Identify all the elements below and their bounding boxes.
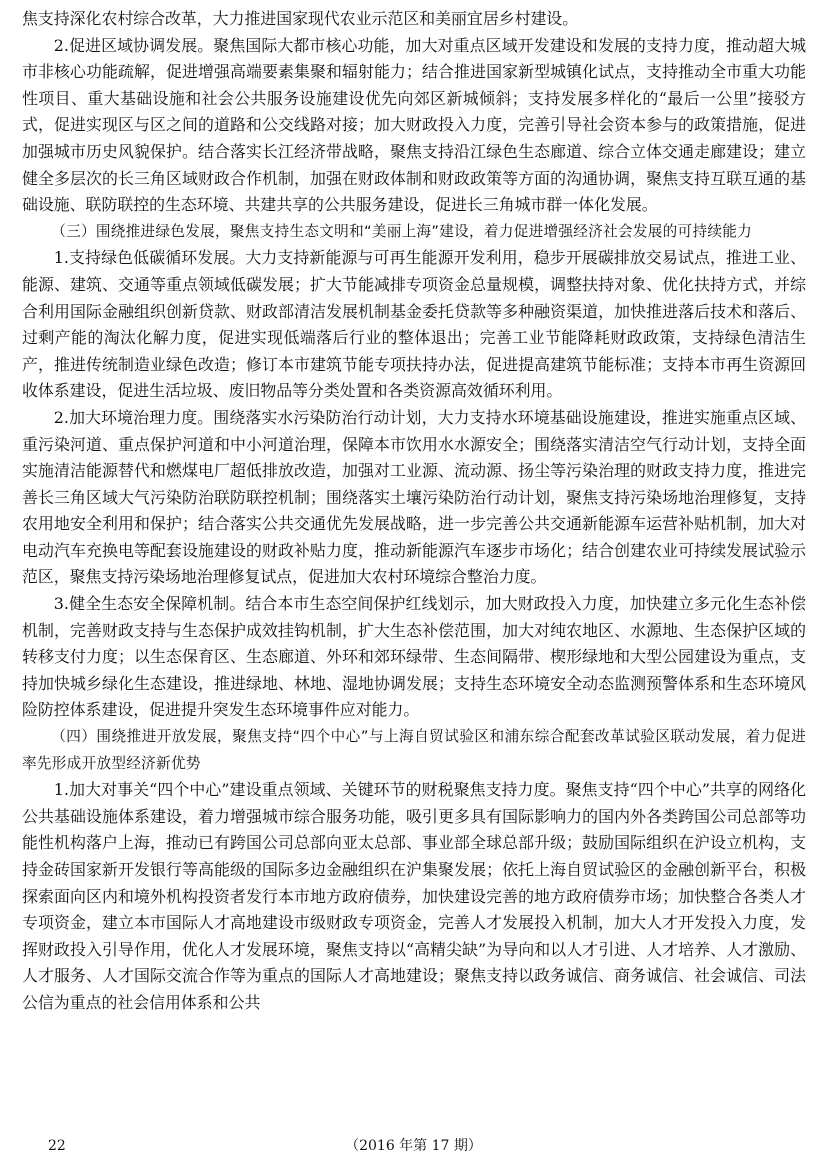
section-heading-open-development: （四）围绕推进开放发展，聚焦支持“四个中心”与上海自贸试验区和浦东综合配套改革试验区联动发展，着力促进率先形成开放型经济新优势 xyxy=(22,728,806,772)
paragraph-continuation: 焦支持深化农村综合改革，大力推进国家现代农业示范区和美丽宜居乡村建设。 xyxy=(22,9,579,28)
paragraph-ecological-security: 3.健全生态安全保障机制。结合本市生态空间保护红线划示，加大财政投入力度，加快建立多元化生态补偿机制，完善财政支持与生态保护成效挂钩机制，扩大生态补偿范围，加大对纯农地区、水源地、生态保护区域的转移支付力度；以生态保育区、生态廊道、外环和郊环绿带、生态间隔带、楔形绿地和大型公园建设为重点，支持加快城乡绿化生态建设，推进绿地、林地、湿地协调发展；支持生态环境安全动态监测预警体系和生态环境风险防控体系建设，促进提升突发生态环境事件应对能力。 xyxy=(22,594,806,720)
page-footer xyxy=(0,1133,827,1159)
issue-label: （2016 年第 17 期） xyxy=(345,1138,482,1154)
document-page xyxy=(22,6,806,1131)
section-heading-green-development: （三）围绕推进绿色发展，聚焦支持生态文明和“美丽上海”建设，着力促进增强经济社会发展的可持续能力 xyxy=(51,222,753,240)
paragraph-environment-governance: 2.加大环境治理力度。围绕落实水污染防治行动计划，大力支持水环境基础设施建设，推进实施重点区域、重污染河道、重点保护河道和中小河道治理，保障本市饮用水水源安全；围绕落实清洁空气行动计划，支持全面实施清洁能源替代和燃煤电厂超低排放改造，加强对工业源、流动源、扬尘等污染治理的财政支持力度，推进完善长三角区域大气污染防治联防联控机制；围绕落实土壤污染防治行动计划，聚焦支持污染场地治理修复，支持农用地安全利用和保护；结合落实公共交通优先发展战略，进一步完善公共交通新能源车运营补贴机制，加大对电动汽车充换电等配套设施建设的财政补贴力度，推动新能源汽车逐步市场化；结合创建农业可持续发展试验示范区，聚焦支持污染场地治理修复试点，促进加大农村环境综合整治力度。 xyxy=(22,407,806,587)
paragraph-regional-development: 2.促进区域协调发展。聚焦国际大都市核心功能，加大对重点区域开发建设和发展的支持力度，推动超大城市非核心功能疏解，促进增强高端要素集聚和辐射能力；结合推进国家新型城镇化试点，支持推动全市重大功能性项目、重大基础设施和社会公共服务设施建设优先向郊区新城倾斜；支持发展多样化的“最后一公里”接驳方式，促进实现区与区之间的道路和公交线路对接；加大财政投入力度，完善引导社会资本参与的政策措施，促进加强城市历史风貌保护。结合落实长江经济带战略，聚焦支持沿江绿色生态廊道、综合立体交通走廊建设；建立健全多层次的长三角区域财政合作机制，加强在财政体制和财政政策等方面的沟通协调，聚焦支持互联互通的基础设施、联防联控的生态环境、共建共享的公共服务建设，促进长三角城市群一体化发展。 xyxy=(22,35,806,215)
paragraph-four-centers: 1.加大对事关“四个中心”建设重点领域、关键环节的财税聚焦支持力度。聚焦支持“四个中心”共享的网络化公共基础设施体系建设，着力增强城市综合服务功能，吸引更多具有国际影响力的国内外各类跨国公司总部等功能性机构落户上海，推动已有跨国公司总部向亚太总部、事业部全球总部升级；鼓励国际组织在沪设立机构，支持金砖国家新开发银行等高能级的国际多边金融组织在沪集聚发展；依托上海自贸试验区的金融创新平台，积极探索面向区内和境外机构投资者发行本市地方政府债券，加快建设完善的地方政府债券市场；加快整合各类人才专项资金，建立本市国际人才高地建设市级财政专项资金，完善人才发展投入机制，加大人才开发投入力度，发挥财政投入引导作用，优化人才发展环境，聚焦支持以“高精尖缺”为导向和以人才引进、人才培养、人才激励、人才服务、人才国际交流合作等为重点的国际人才高地建设；聚焦支持以政务诚信、商务诚信、社会诚信、司法公信为重点的社会信用体系和公共 xyxy=(22,780,806,1012)
page-number: 22 xyxy=(48,1138,66,1154)
paragraph-low-carbon: 1.支持绿色低碳循环发展。大力支持新能源与可再生能源开发利用，稳步开展碳排放交易试点，推进工业、能源、建筑、交通等重点领域低碳发展；扩大节能减排专项资金总量规模，调整扶持对象、优化扶持方式，并综合利用国际金融组织创新贷款、财政部清洁发展机制基金委托贷款等多种融资渠道，加快推进落后技术和落后、过剩产能的淘汰化解力度，促进实现低端落后行业的整体退出；完善工业节能降耗财政政策，支持绿色清洁生产，推进传统制造业绿色改造；修订本市建筑节能专项扶持办法，促进提高建筑节能标准；支持本市再生资源回收体系建设，促进生活垃圾、废旧物品等分类处置和各类资源高效循环利用。 xyxy=(22,248,806,401)
